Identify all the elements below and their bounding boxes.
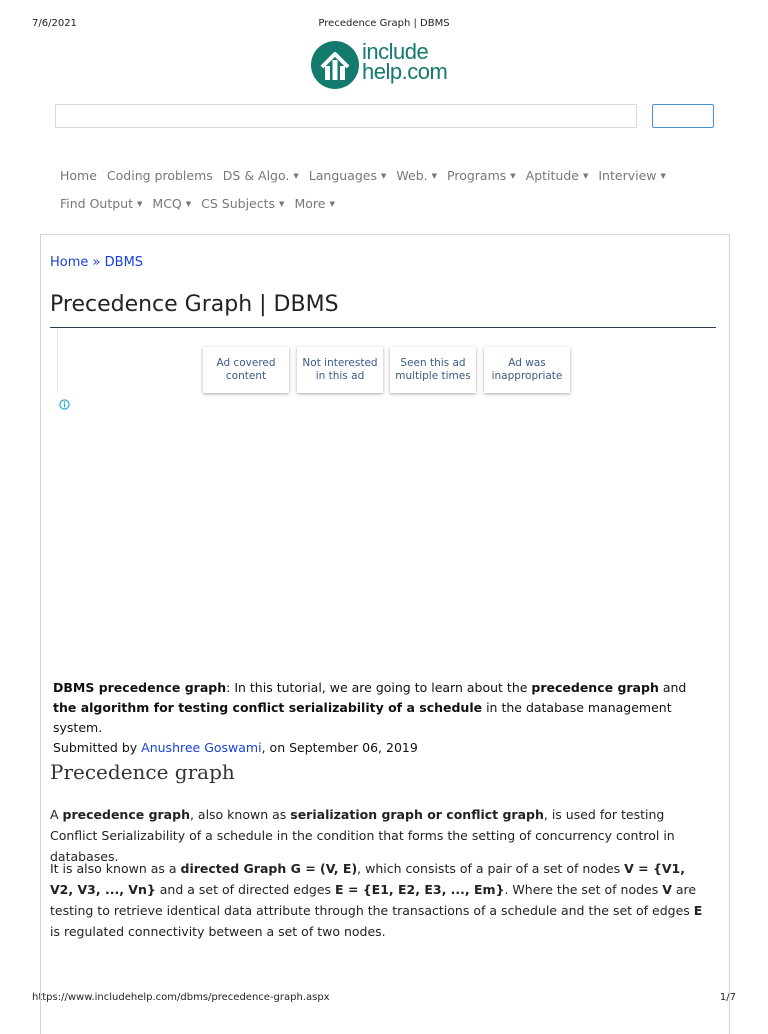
- chevron-down-icon: ▼: [137, 200, 143, 208]
- nav-item-home[interactable]: Home: [60, 168, 97, 183]
- nav-item-web[interactable]: Web. ▼: [396, 168, 438, 183]
- page-title: Precedence Graph | DBMS: [50, 292, 339, 317]
- nav-item-ds-algo[interactable]: DS & Algo. ▼: [222, 168, 299, 183]
- section-heading: Precedence graph: [50, 760, 235, 784]
- ad-feedback-seen-multiple-button[interactable]: Seen this ad multiple times: [390, 347, 476, 393]
- nav-item-programs[interactable]: Programs ▼: [447, 168, 516, 183]
- nav-item-cs-subjects[interactable]: CS Subjects ▼: [201, 196, 285, 211]
- breadcrumb: [50, 255, 143, 270]
- nav-item-coding-problems[interactable]: Coding problems: [106, 168, 213, 183]
- chevron-down-icon: ▼: [185, 200, 192, 208]
- chevron-down-icon: ▼: [329, 200, 335, 208]
- nav-item-mcq[interactable]: MCQ ▼: [152, 196, 192, 211]
- nav-item-languages[interactable]: Languages ▼: [308, 168, 387, 183]
- chevron-down-icon: ▼: [431, 172, 438, 180]
- ad-info-icon[interactable]: [59, 399, 70, 410]
- logo-text: include help.com: [362, 39, 448, 84]
- search-button[interactable]: [652, 104, 714, 128]
- ad-feedback-covered-content-button[interactable]: Ad covered content: [203, 347, 289, 393]
- title-divider: [50, 327, 716, 328]
- ad-feedback-inappropriate-button[interactable]: Ad was inappropriate: [484, 347, 570, 393]
- chevron-down-icon: ▼: [381, 172, 387, 180]
- chevron-down-icon: ▼: [510, 172, 516, 180]
- chevron-down-icon: ▼: [293, 172, 299, 180]
- paragraph-2: It is also known as a directed Graph G = (V, E), which consists of a pair of a set of nodes V = {V1, V2, V3, ..., Vn} and a set of directed edges E = {E1, E2, E3, ..., Em}. Where the set of nodes V are testing to retrieve identical data attribute through the transactions of a schedule and the set of edges E is regulated connectivity between a set of two nodes.: [50, 861, 703, 939]
- nav-item-aptitude[interactable]: Aptitude ▼: [525, 168, 589, 183]
- main-nav-row-1: [60, 168, 720, 183]
- chevron-down-icon: ▼: [279, 200, 285, 208]
- author-link[interactable]: Anushree Goswami: [141, 740, 262, 755]
- ad-feedback-not-interested-button[interactable]: Not interested in this ad: [297, 347, 383, 393]
- print-page-number: 1/7: [719, 992, 736, 1003]
- logo-house-icon: [310, 40, 360, 90]
- main-nav-row-2: [60, 196, 720, 211]
- nav-item-interview[interactable]: Interview ▼: [598, 168, 666, 183]
- paragraph-1: A precedence graph, also known as serialization graph or conflict graph, is used for testing Conflict Serializability of a schedule in the condition that forms the setting of concurrency control in databases.: [50, 807, 675, 864]
- nav-item-find-output[interactable]: Find Output ▼: [60, 196, 143, 211]
- print-date: 7/6/2021: [32, 18, 77, 29]
- breadcrumb-dbms-link[interactable]: DBMS: [104, 255, 144, 270]
- nav-item-more[interactable]: More ▼: [294, 196, 335, 211]
- breadcrumb-separator: »: [92, 255, 101, 270]
- print-url: https://www.includehelp.com/dbms/precedence-graph.aspx: [32, 992, 330, 1003]
- print-title: Precedence Graph | DBMS: [318, 18, 450, 29]
- breadcrumb-home-link[interactable]: Home: [50, 255, 89, 270]
- article-intro: DBMS precedence graph: In this tutorial, we are going to learn about the precedence graph and the algorithm for testing conflict serializability of a schedule in the database management system. Submitted by Anushree Goswami, on September 06, 2019: [53, 680, 687, 755]
- ad-frame-edge: [57, 329, 58, 391]
- search-input[interactable]: [55, 104, 637, 128]
- chevron-down-icon: ▼: [582, 172, 589, 180]
- chevron-down-icon: ▼: [660, 172, 666, 180]
- site-logo[interactable]: [310, 40, 460, 92]
